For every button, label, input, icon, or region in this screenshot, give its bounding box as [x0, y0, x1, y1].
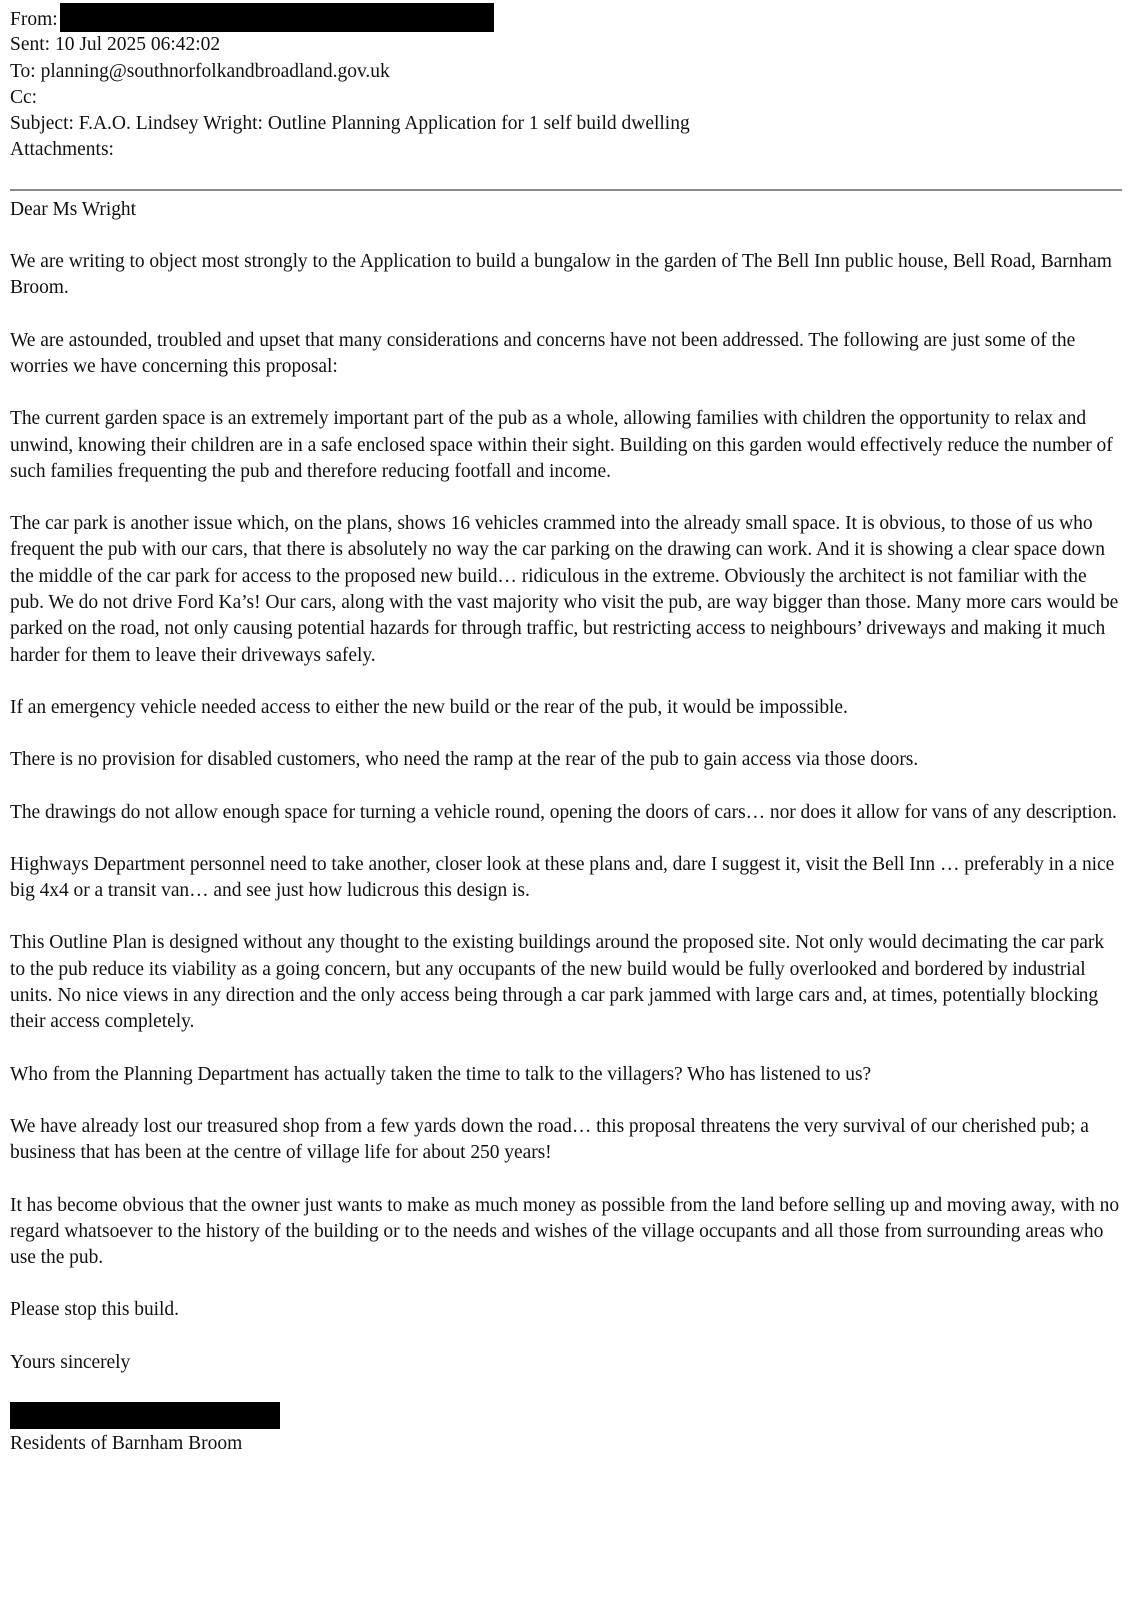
greeting: Dear Ms Wright: [10, 198, 136, 220]
from-redaction: [60, 3, 494, 32]
body-paragraph: The car park is another issue which, on the plans, shows 16 vehicles crammed into the already small space. It is obvious, to those of us who frequent the pub with our cars, that there is absolutely no way the car parking on the drawing can work. And it is showing a clear space down the middle of the car park for access to the proposed new build… ridiculous in the extreme. Obviously the architect is not familiar with the pub. We do not drive Ford Ka’s! Our cars, along with the vast majority who visit the pub, are way bigger than those. Many more cars would be parked on the road, not only causing potential hazards for through traffic, but restricting access to neighbours’ driveways and making it much harder for them to leave their driveways safely.: [10, 513, 1119, 666]
body-paragraph: Who from the Planning Department has actually taken the time to talk to the villagers? Who has listened to us?: [10, 1063, 872, 1085]
subject-line: Subject: F.A.O. Lindsey Wright: Outline Planning Application for 1 self build dwelling: [10, 113, 690, 135]
body-paragraph: This Outline Plan is designed without any thought to the existing buildings around the proposed site. Not only would decimating the car park to the pub reduce its viability as a going concern, but any occupants of the new build would be fully overlooked and bordered by industrial units. No nice views in any direction and the only access being through a car park jammed with large cars and, at times, potentially blocking their access completely.: [10, 932, 1105, 1033]
cc-line: Cc:: [10, 86, 38, 108]
body-paragraph: We are writing to object most strongly to the Application to build a bungalow in the garden of The Bell Inn public house, Bell Road, Barnham Broom.: [10, 251, 1112, 299]
body-paragraph: Highways Department personnel need to take another, closer look at these plans and, dare I suggest it, visit the Bell Inn … preferably in a nice big 4x4 or a transit van… and see just how ludicrous this design is.: [10, 853, 1115, 902]
signature-block: [10, 1402, 1120, 1457]
header-divider: [10, 189, 1122, 191]
body-paragraph: We have already lost our treasured shop from a few yards down the road… this proposal threatens the very survival of our cherished pub; a business that has been at the centre of village life for about 250 years!: [10, 1115, 1089, 1164]
body-paragraph: There is no provision for disabled customers, who need the ramp at the rear of the pub to gain access via those doors.: [10, 749, 919, 771]
email-document: [10, 6, 1120, 1457]
attachments-line: Attachments:: [10, 139, 114, 161]
body-paragraph: We are astounded, troubled and upset that many considerations and concerns have not been addressed. The following are just some of the worries we have concerning this proposal:: [10, 329, 1076, 377]
from-line: [10, 6, 1120, 32]
email-body: [10, 197, 1120, 1458]
body-paragraph: Please stop this build.: [10, 1299, 179, 1321]
sent-line: Sent: 10 Jul 2025 06:42:02: [10, 34, 221, 56]
signature-redaction: [10, 1402, 280, 1429]
body-paragraph: The current garden space is an extremely important part of the pub as a whole, allowing families with children the opportunity to relax and unwind, knowing their children are in a safe enclosed space within their sight. Building on this garden would effectively reduce the number of such families frequenting the pub and therefore reducing footfall and income.: [10, 408, 1113, 482]
signature-org: Residents of Barnham Broom: [10, 1432, 243, 1454]
body-paragraph: If an emergency vehicle needed access to either the new build or the rear of the pub, it would be impossible.: [10, 696, 848, 718]
to-line: To: planning@southnorfolkandbroadland.gov.uk: [10, 60, 390, 82]
email-header: [10, 6, 1120, 164]
from-label: From:: [10, 8, 58, 30]
body-paragraph: It has become obvious that the owner just wants to make as much money as possible from the land before selling up and moving away, with no regard whatsoever to the history of the building or to the needs and wishes of the village occupants and all those from surrounding areas who use the pub.: [10, 1194, 1120, 1269]
body-paragraph: The drawings do not allow enough space for turning a vehicle round, opening the doors of cars… nor does it allow for vans of any description.: [10, 801, 1117, 823]
closing: Yours sincerely: [10, 1351, 131, 1373]
